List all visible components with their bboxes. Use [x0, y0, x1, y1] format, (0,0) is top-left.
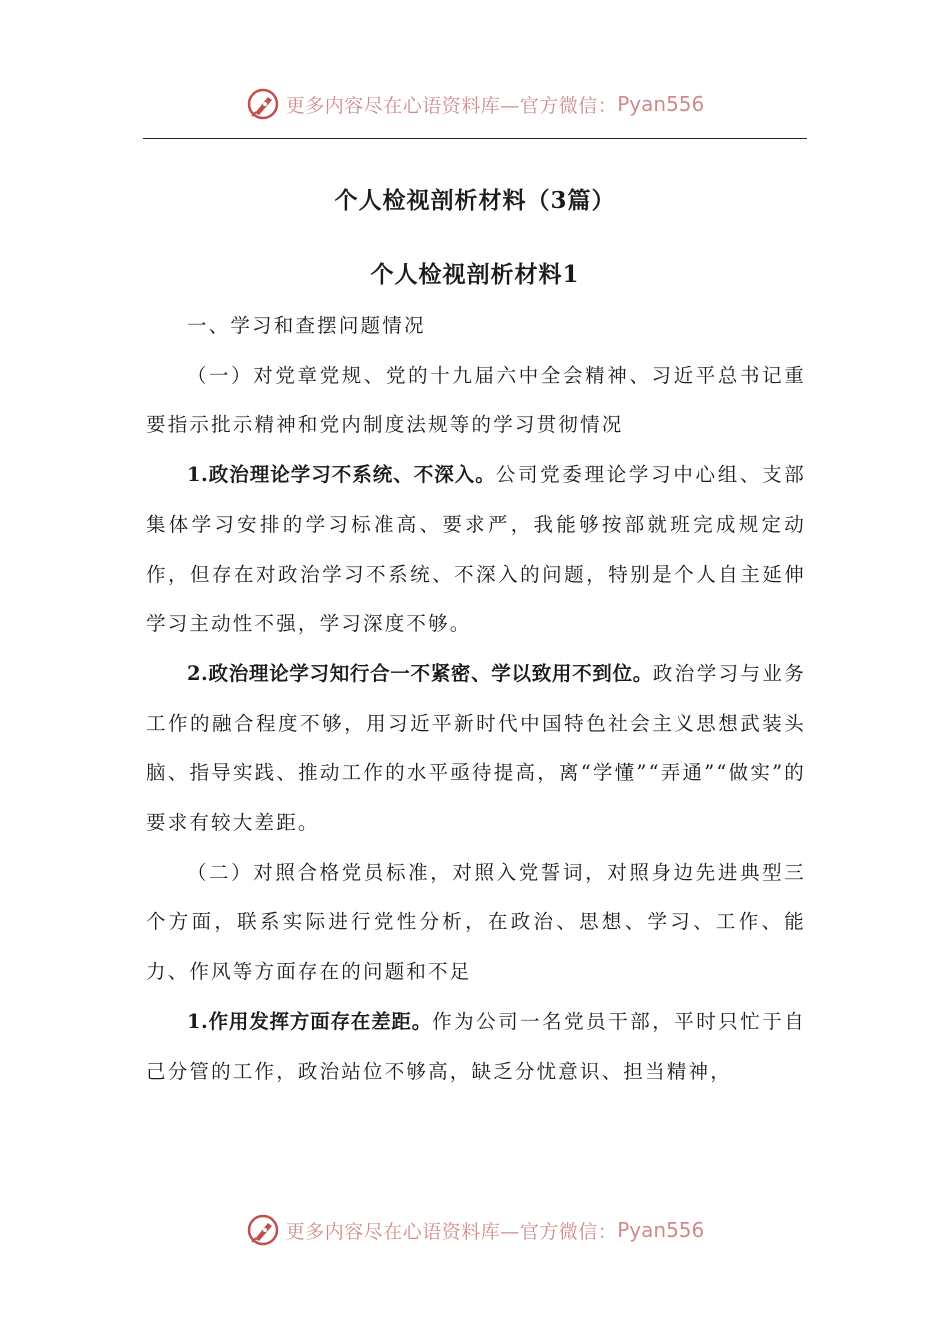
pen-nib-logo-icon: [246, 1213, 280, 1247]
watermark-code: Pyan556: [617, 1218, 705, 1242]
document-body: [146, 301, 806, 1096]
document-title: 个人检视剖析材料（3篇）: [334, 187, 616, 214]
header-watermark: [0, 82, 950, 126]
watermark-text: 更多内容尽在心语资料库—官方微信：: [285, 94, 618, 117]
paragraph-lead: 2.政治理论学习知行合一不紧密、学以致用不到位。: [186, 661, 653, 685]
document-subtitle: 个人检视剖析材料1: [370, 261, 580, 288]
header-divider: [143, 138, 807, 139]
watermark-text: 更多内容尽在心语资料库—官方微信：: [285, 1220, 618, 1243]
paragraph-lead: 1.政治理论学习不系统、不深入。: [186, 463, 496, 487]
paragraph: [146, 450, 806, 649]
pen-nib-logo-icon: [246, 87, 280, 121]
paragraph-text: 公司党委理论学习中心组、支部集体学习安排的学习标准高、要求严，我能够按部就班完成规定动作，但存在对政治学习不系统、不深入的问题，特别是个人自主延伸学习主动性不强，学习深度不够。: [146, 463, 806, 636]
paragraph: [146, 301, 806, 351]
paragraph-lead: 1.作用发挥方面存在差距。: [186, 1009, 433, 1033]
paragraph-text: （二）对照合格党员标准，对照入党誓词，对照身边先进典型三个方面，联系实际进行党性分析，在政治、思想、学习、工作、能力、作风等方面存在的问题和不足: [146, 860, 806, 984]
paragraph: [146, 351, 806, 450]
paragraph-text: 一、学习和查摆问题情况: [186, 314, 426, 337]
paragraph-text: 政治学习与业务工作的融合程度不够，用习近平新时代中国特色社会主义思想武装头脑、指导实践、推动工作的水平亟待提高，离“学懂”“弄通”“做实”的要求有较大差距。: [146, 661, 807, 835]
watermark-code: Pyan556: [617, 92, 705, 116]
paragraph: [146, 848, 806, 997]
paragraph-text: 作为公司一名党员干部，平时只忙于自己分管的工作，政治站位不够高，缺乏分忧意识、担当精神，: [146, 1009, 807, 1083]
paragraph: [146, 997, 806, 1096]
paragraph-text: （一）对党章党规、党的十九届六中全会精神、习近平总书记重要指示批示精神和党内制度法规等的学习贯彻情况: [146, 363, 806, 437]
footer-watermark: [0, 1208, 950, 1252]
paragraph: [146, 649, 806, 848]
